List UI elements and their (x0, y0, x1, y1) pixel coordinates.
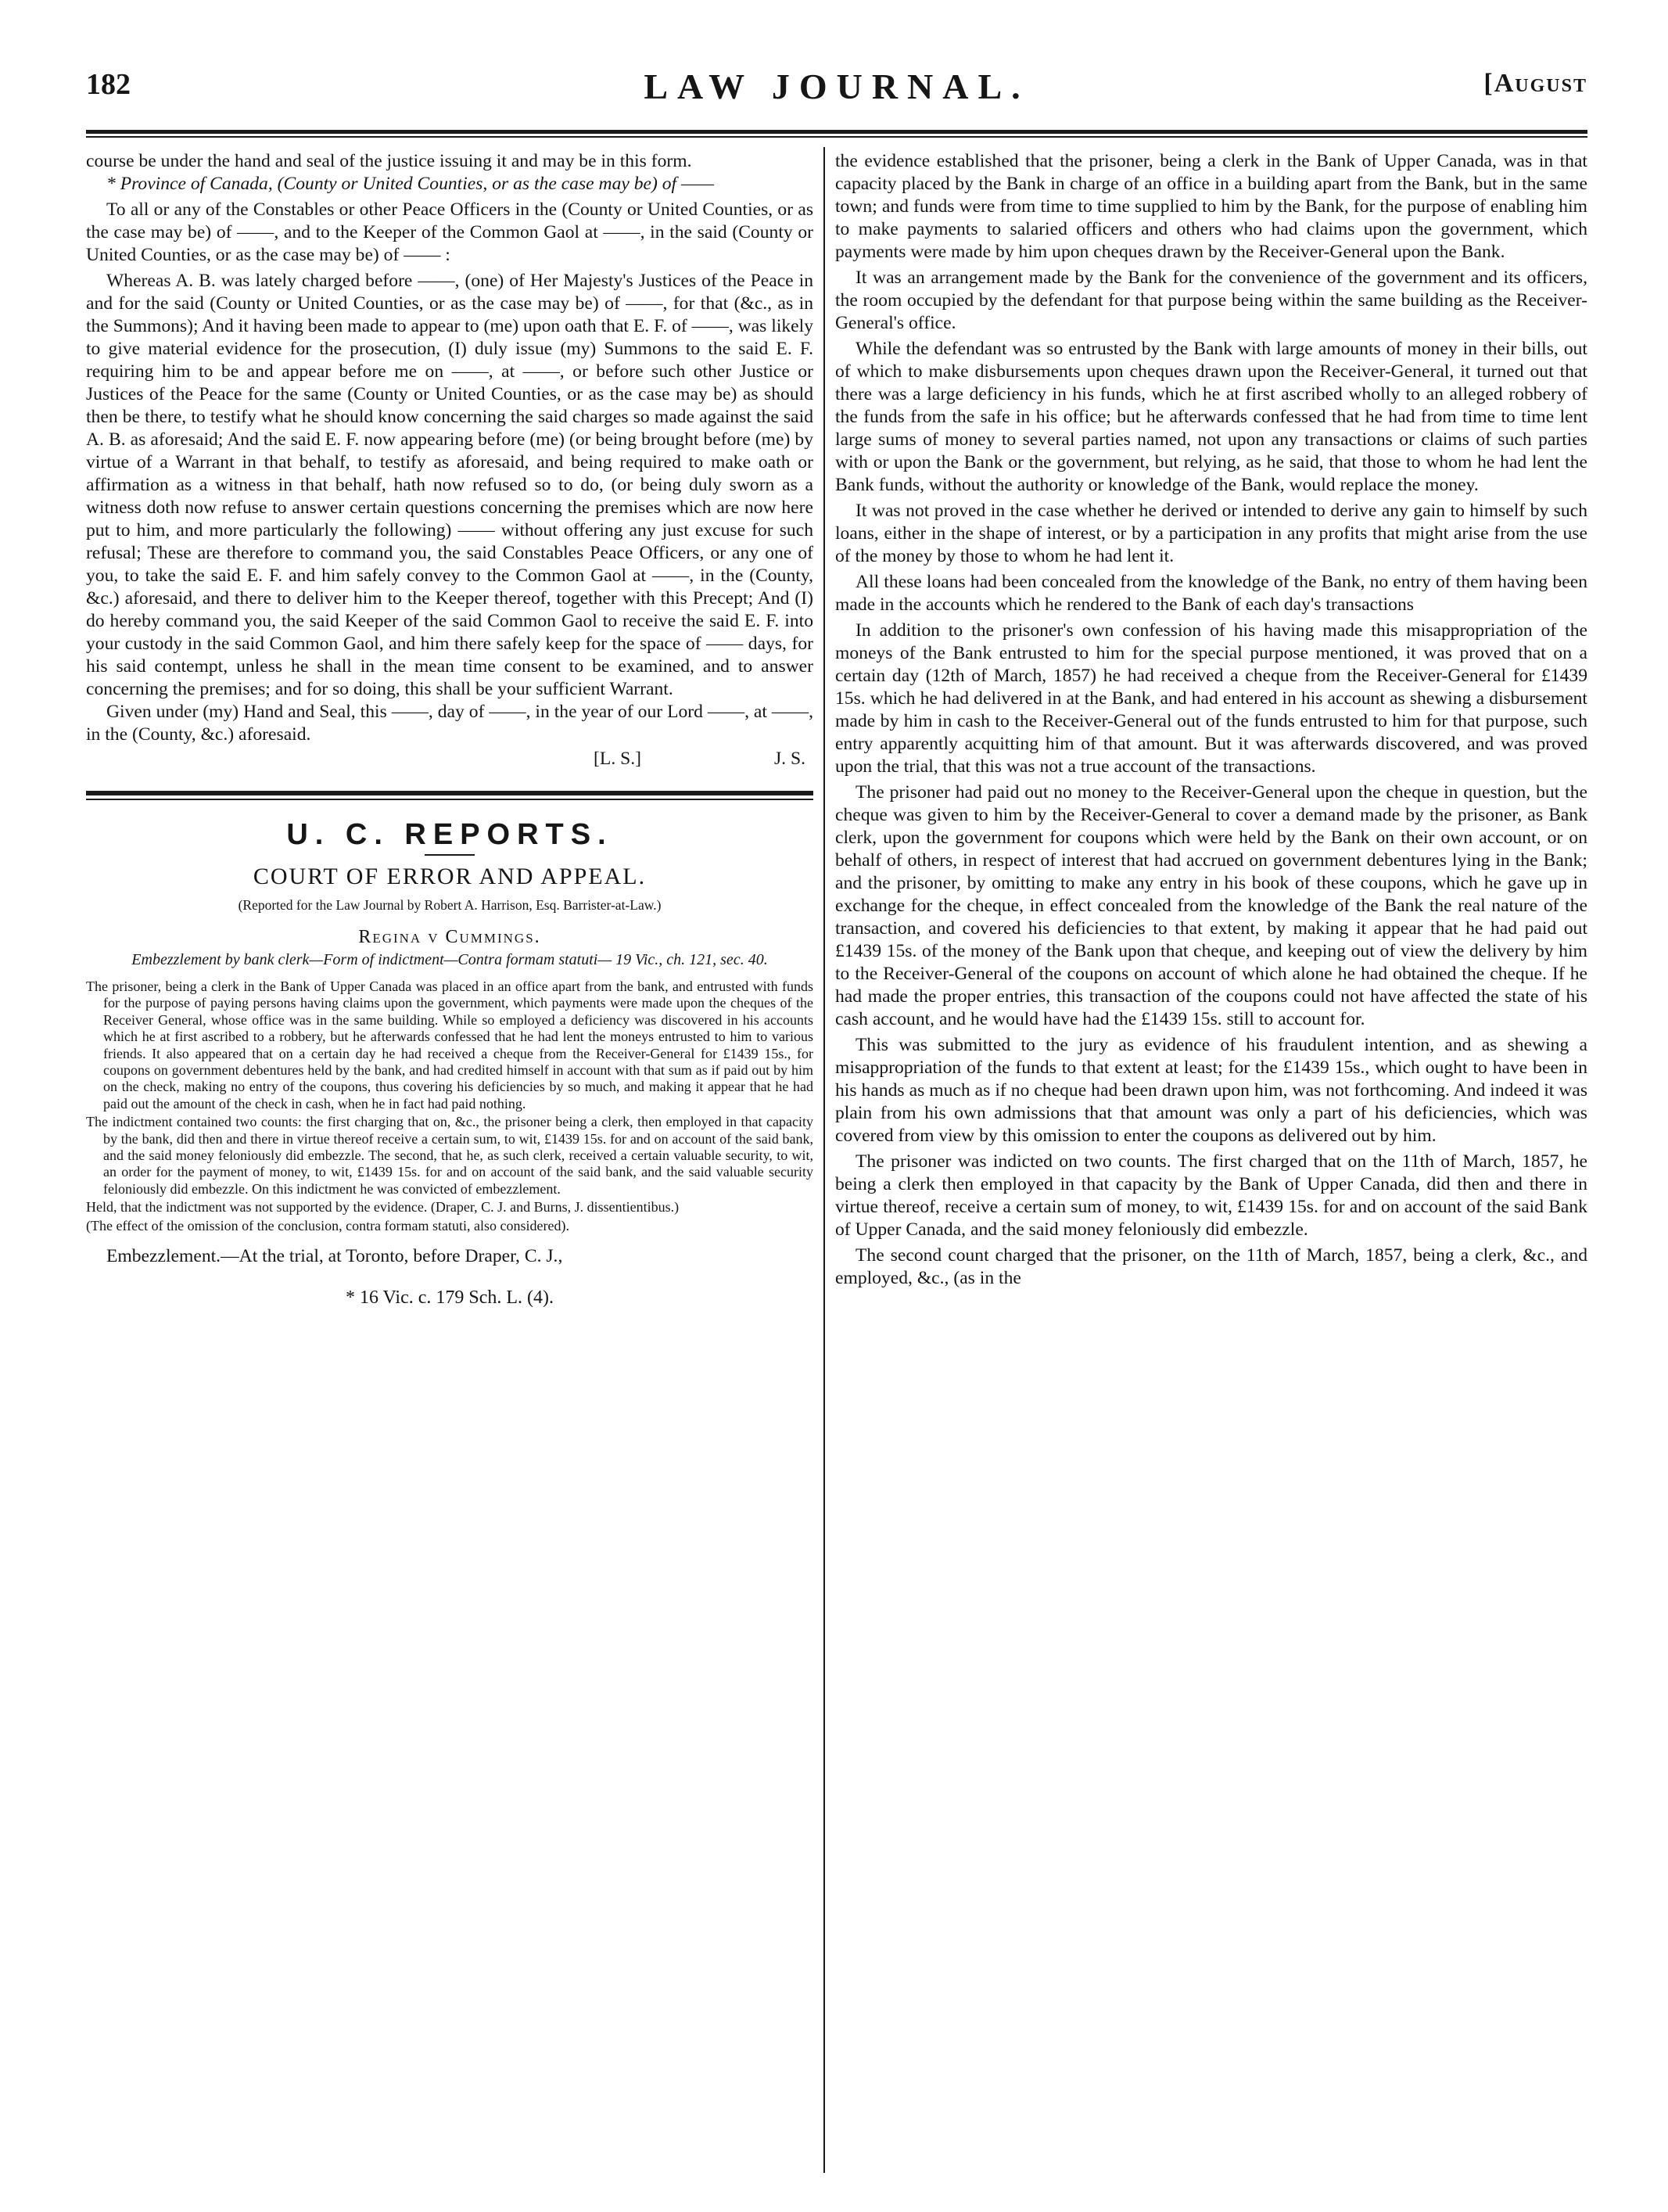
body-paragraph: The second count charged that the prisoner, on the 11th of March, 1857, being a clerk, &c., and employed, &c., (as in the (835, 1245, 1587, 1288)
short-rule (425, 854, 475, 856)
journal-title: LAW JOURNAL. (644, 66, 1030, 106)
body-paragraph: This was submitted to the jury as evidence of his fraudulent intention, and as shewing a misappropriation of the funds to that extent at least; for the £1439 15s., which ought to have been in his hands as much as if no cheque had been drawn upon him, was not forthcoming. And indeed it was plain from his own admissions that that amount was only a part of his deficiencies, which was covered from view by this omission to enter the coupons as delivered out by him. (835, 1035, 1587, 1146)
footnote: * 16 Vic. c. 179 Sch. L. (4). (345, 1287, 554, 1309)
form-caption: * Province of Canada, (County or United Counties, or as the case may be) of —— (106, 174, 714, 194)
left-column (86, 150, 813, 1309)
body-paragraph: In addition to the prisoner's own confession of his having made this misappropriation of the moneys of the Bank entrusted to him for the special purpose mentioned, it was proved that on a certain day (12th of March, 1857) he had received a cheque from the Receiver-General for £1439 15s. which he had delivered in at the Bank, and had entered in his account as shewing a disbursement made by him in cash to the Receiver-General out of the funds entrusted to him for that purpose, such entry apparently acquitting him of that amount. But it was afterwards discovered, and was proved upon the trial, that this was not a true account of the transactions. (835, 620, 1587, 777)
body-paragraph: It was not proved in the case whether he derived or intended to derive any gain to himself by such loans, either in the shape of interest, or by a participation in any profits that might arise from the use of the money by those to whom he had lent it. (835, 501, 1587, 566)
body-paragraph: While the defendant was so entrusted by the Bank with large amounts of money in their bills, out of which to make disbursements upon cheques drawn upon the Receiver-General, it turned out that there was a large deficiency in his funds, which he at first ascribed wholly to an alleged robbery of the funds from the safe in his office; but he afterwards confessed that he had from time to time lent large sums of money to several parties named, not upon any transactions or claims of such parties with or upon the Bank or the government, but relying, as he said, that those to whom he had lent the Bank funds, without the authority or knowledge of the Bank, would replace the money. (835, 339, 1587, 495)
body-paragraph: The prisoner had paid out no money to the Receiver-General upon the cheque in question, but the cheque was given to him by the Receiver-General to cover a demand made by the prisoner, as Bank clerk, upon the government for coupons which were held by the Bank on their own account, or on behalf of others, in respect of interest that had accrued on government debentures lying in the Bank; and the prisoner, by omitting to make any entry in his book of these coupons, which he gave up in exchange for the cheque, in effect concealed from the knowledge of the Bank the real nature of the transaction, and covered his deficiencies to that extent, by making it appear that he had paid out £1439 15s. of the money of the Bank upon that cheque, and keeping out of view the delivery by him to the Receiver-General of the coupons on account of which alone he had obtained the cheque. If he had made the proper entries, this transaction of the coupons could not have affected the state of his cash account, and he would have had the £1439 15s. still to account for. (835, 782, 1587, 1029)
header-rule-thin (86, 136, 1587, 138)
form-body: Whereas A. B. was lately charged before ——, (one) of Her Majesty's Justices of the Peace in and for the said (County or United Counties, or as the case may be) of ——, for that (&c., as in the Summons); And it having been made to appear to (me) upon oath that E. F. of ——, was likely to give material evidence for the prosecution, (I) duly issue (my) Summons to the said E. F. requiring him to be and appear before me on ——, at ——, or before such other Justice or Justices of the Peace for the same (County or United Counties, or as the case may be) as should then be there, to testify what he should know concerning the said charges so made against the said A. B. as aforesaid; And the said E. F. now appearing before (me) (or being brought before (me) by virtue of a Warrant in that behalf, to testify as aforesaid, and being required to make oath or affirmation as a witness in that behalf, hath now refused so to do, (or being duly sworn as a witness doth now refuse to answer certain questions concerning the premises which are now here put to him, and more particularly the following) —— without offering any just excuse for such refusal; These are therefore to command you, the said Constables Peace Officers, or any one of you, to take the said E. F. and him safely convey to the Common Gaol at ——, in the (County, &c.) aforesaid, and there to deliver him to the Keeper thereof, together with this Precept; And (I) do hereby command you, the said Keeper of the said Common Gaol to receive the said E. F. into your custody in the said Common Gaol, and him there safely keep for the space of —— days, for his said contempt, unless he shall in the mean time consent to be examined, and to answer concerning the premises; and for so doing, this shall be your sufficient Warrant. (86, 271, 813, 699)
section-rule-thick (86, 791, 813, 795)
syllabus-paragraph: The prisoner, being a clerk in the Bank of Upper Canada was placed in an office apart from the bank, and entrusted with funds for the purpose of paying persons having claims upon the government, which payments were made upon the cheques of the Receiver General, whose office was in the same building. While so employed a deficiency was discovered in his accounts which he at first ascribed to a robbery, but he afterwards confessed that he had lent the moneys entrusted to him to various friends. It also appeared that on a certain day he had received a cheque from the Receiver-General for £1439 15s., for coupons on government debentures held by the bank, and had credited himself in account with that sum as if paid out by him on the check, making no entry of the coupons, thus covering his deficiencies by so much, and making it appear that he had paid out the amount of the check in cash, when he in fact had paid nothing. (86, 979, 813, 1111)
page-header (86, 61, 1587, 131)
right-column (835, 150, 1587, 1290)
reporter-note: (Reported for the Law Journal by Robert A. Harrison, Esq. Barrister-at-Law.) (238, 897, 662, 913)
section-title: U. C. REPORTS. (286, 818, 613, 851)
form-given: Given under (my) Hand and Seal, this ——, day of ——, in the year of our Lord ——, at ——, in the (County, &c.) aforesaid. (86, 702, 813, 745)
section-rule-thin (86, 799, 813, 800)
body-paragraph: It was an arrangement made by the Bank for the convenience of the government and its officers, the room occupied by the defendant for that purpose being within the same building as the Receiver-General's office. (835, 268, 1587, 333)
column-divider (823, 147, 825, 2173)
form-address: To all or any of the Constables or other Peace Officers in the (County or United Counties, or as the case may be) of ——, and to the Keeper of the Common Gaol at ——, in the said (County or United Counties, or as the case may be) of —— : (86, 199, 813, 265)
syllabus-paragraph: Held, that the indictment was not supported by the evidence. (Draper, C. J. and Burns, J. dissentientibus.) (86, 1199, 680, 1216)
seal-mark: [L. S.] (594, 749, 641, 769)
issue-month: [August (1483, 69, 1587, 98)
signature-row (86, 748, 813, 770)
body-paragraph: All these loans had been concealed from the knowledge of the Bank, no entry of them having been made in the accounts which he rendered to the Bank of each day's transactions (835, 572, 1587, 615)
opening-text: course be under the hand and seal of the justice issuing it and may be in this form. (86, 151, 692, 171)
header-rule-thick (86, 130, 1587, 134)
body-paragraph: the evidence established that the prisoner, being a clerk in the Bank of Upper Canada, was in that capacity placed by the Bank in charge of an office in a building apart from the Bank, but in the same town; and funds were from time to time supplied to him by the Bank, for the purpose of enabling him to make payments to salaried officers and others who had claims upon the government, which payments were made by him upon cheques drawn by the Receiver-General upon the Bank. (835, 151, 1587, 262)
page-number: 182 (86, 68, 131, 101)
embezzlement-paragraph: Embezzlement.—At the trial, at Toronto, before Draper, C. J., (106, 1246, 563, 1267)
body-paragraph: The prisoner was indicted on two counts. The first charged that on the 11th of March, 1857, he being a clerk then employed in that capacity by the Bank of Upper Canada, did then and there in virtue thereof, receive a certain sum of money, to wit, £1439 15s. for and on account of the said Bank of Upper Canada, and the said money feloniously did embezzle. (835, 1151, 1587, 1240)
case-name: Regina v Cummings. (358, 927, 541, 947)
catchwords: Embezzlement by bank clerk—Form of indictment—Contra formam statuti— 19 Vic., ch. 121, sec. 40. (131, 951, 768, 968)
court-title: COURT OF ERROR AND APPEAL. (253, 864, 647, 889)
signature: J. S. (774, 749, 805, 769)
syllabus-paragraph: The indictment contained two counts: the first charging that on, &c., the prisoner being a clerk, then employed in that capacity by the bank, did then and there in virtue thereof receive a certain sum, to wit, £1439 15s. for and on account of the said bank, and the said money feloniously did embezzle. The second, that he, as such clerk, received a certain valuable security, to wit, an order for the payment of money, to wit, £1439 15s. for and on account of the said bank, and the said valuable security feloniously did embezzle. On this indictment he was convicted of embezzlement. (86, 1114, 813, 1197)
syllabus-paragraph: (The effect of the omission of the conclusion, contra formam statuti, also considered). (86, 1217, 569, 1233)
syllabus (86, 979, 813, 1234)
